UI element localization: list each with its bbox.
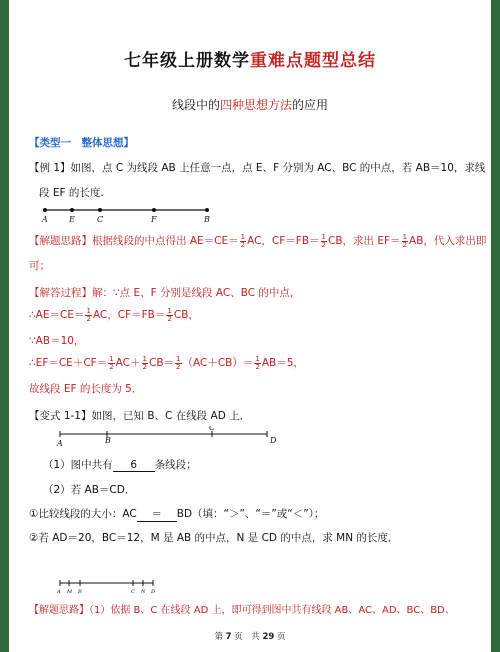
point-b: [205, 208, 209, 212]
label-a: A: [42, 215, 48, 224]
example-1-line-2: 段 EF 的长度.: [39, 187, 104, 199]
process-label: 【解答过程】: [29, 287, 92, 299]
fraction-half: [240, 234, 246, 249]
title-black: 七年级上册数学: [124, 51, 250, 71]
figure-segment-ad: [55, 426, 285, 448]
point-f: [152, 208, 156, 212]
label-c: C: [131, 589, 135, 595]
title-red: 重难点题型总结: [250, 51, 376, 71]
fraction-numerator: 1: [321, 232, 327, 241]
fraction-numerator: 1: [109, 354, 114, 363]
answer-blank-count: 6: [113, 459, 155, 472]
process-text: AB＝5，: [261, 357, 304, 369]
fraction-half: [142, 356, 148, 371]
fraction-half: [108, 356, 114, 371]
idea-text: （1）依据 B、C 在线段 AD 上，即可得到图中共有线段 AB、AC、AD、BC、BD、: [89, 605, 455, 616]
total-pages: 29: [262, 632, 275, 642]
process-text: ∴AE＝CE＝: [29, 309, 85, 321]
subtitle-part: 的应用: [292, 98, 329, 112]
current-page: 7: [225, 632, 232, 642]
section-subtitle: [9, 96, 491, 113]
process-line-1: [29, 285, 300, 300]
fraction-numerator: 1: [240, 232, 246, 241]
process-text: CB，: [173, 309, 199, 321]
fraction-half: [166, 308, 172, 323]
example-text: 如图，点 C 为线段 AB 上任意一点，点 E、F 分别为 AC、BC 的中点，若 AB＝10，求线: [70, 162, 486, 174]
label-c: C: [209, 426, 216, 432]
process-text: ∴EF＝CE＋CF＝: [29, 357, 108, 369]
point-e: [70, 208, 74, 212]
label-d: D: [270, 436, 277, 445]
fraction-numerator: 1: [167, 306, 172, 315]
idea-text: AB，代入求出即: [409, 235, 487, 247]
label-c: C: [97, 215, 104, 224]
fraction-denominator: 2: [321, 240, 327, 249]
idea-text: 根据线段的中点得出 AE＝CE＝: [92, 235, 239, 247]
label-b: B: [105, 436, 111, 445]
variant-label: 【变式 1-1】: [29, 410, 92, 422]
answer-blank-compare: ＝: [137, 506, 177, 522]
idea-1-line-2: 可；: [29, 260, 50, 272]
label-a: A: [57, 439, 63, 448]
fraction-denominator: 2: [176, 362, 181, 371]
process-line-2: [29, 307, 199, 323]
process-text: 解：∵点 E、F 分别是线段 AC、BC 的中点，: [92, 287, 301, 299]
fraction-denominator: 2: [109, 362, 114, 371]
label-f: F: [151, 215, 157, 224]
point-c: [98, 208, 102, 212]
fraction-half: [254, 356, 260, 371]
label-a: A: [57, 589, 61, 595]
footer-text: 页 共: [234, 632, 260, 642]
fraction-numerator: 1: [176, 354, 181, 363]
subtitle-highlight: 四种思想方法: [219, 98, 292, 112]
question-2-2: ②若 AD＝20，BC＝12，M 是 AB 的中点，N 是 CD 的中点，求 MN 的长度．: [29, 532, 399, 544]
fraction-numerator: 1: [86, 306, 91, 315]
process-text: AC，CF＝FB＝: [92, 309, 166, 321]
idea-label: 【解题思路】: [29, 605, 89, 616]
footer-text: 第: [214, 632, 223, 642]
variant-1-1: [29, 408, 250, 423]
idea-text: CB，求出 EF＝: [328, 235, 401, 247]
question-2-1: [29, 506, 324, 522]
fraction-half: [175, 356, 181, 371]
process-line-5: 故线段 EF 的长度为 5．: [29, 383, 143, 395]
figure-segment-mn: [55, 577, 165, 597]
idea-text: AC，CF＝FB＝: [247, 235, 320, 247]
type-heading: 【类型一 整体思想】: [29, 137, 134, 149]
question-text: （1）图中共有: [43, 459, 113, 471]
footer-text: 页: [277, 632, 286, 642]
page-title: [9, 46, 491, 71]
question-2: （2）若 AB＝CD．: [43, 484, 136, 496]
document-page: [9, 0, 491, 652]
label-d: D: [151, 589, 156, 595]
label-m: M: [67, 589, 73, 595]
point-a: [43, 208, 47, 212]
label-b: B: [78, 589, 82, 595]
fraction-numerator: 1: [255, 354, 260, 363]
page-footer: [9, 630, 491, 642]
question-1: [43, 457, 197, 472]
fraction-denominator: 2: [86, 314, 91, 323]
fraction-numerator: 1: [402, 232, 408, 241]
fraction-denominator: 2: [240, 240, 246, 249]
fraction-half: [402, 234, 408, 249]
fraction-denominator: 2: [167, 314, 172, 323]
process-line-3: ∵AB＝10，: [29, 335, 85, 347]
label-b: B: [204, 215, 210, 224]
question-text: 条线段；: [154, 459, 197, 471]
figure-segment-ab: [37, 204, 237, 224]
example-label: 【例 1】: [29, 162, 71, 174]
fraction-half: [321, 234, 327, 249]
fraction-half: [85, 308, 91, 323]
fraction-denominator: 2: [142, 362, 147, 371]
fraction-numerator: 1: [142, 354, 147, 363]
subtitle-part: 线段中的: [171, 98, 220, 112]
process-text: AC＋: [115, 357, 141, 369]
label-e: E: [69, 215, 75, 224]
question-text: ①比较线段的大小：AC: [29, 508, 137, 520]
variant-text: 如图，已知 B、C 在线段 AD 上．: [91, 410, 251, 422]
idea-2-line-1: [29, 601, 455, 616]
process-line-4: [29, 355, 304, 371]
idea-label: 【解题思路】: [29, 235, 92, 247]
fraction-denominator: 2: [402, 240, 408, 249]
question-text: BD（填：“＞”、“＝”或“＜”）；: [176, 508, 325, 520]
label-n: N: [141, 589, 146, 595]
example-1-line-1: [29, 160, 485, 175]
process-text: CB＝: [148, 357, 175, 369]
fraction-denominator: 2: [255, 362, 260, 371]
idea-1-line-1: [29, 233, 486, 249]
process-text: （AC＋CB）＝: [182, 357, 254, 369]
